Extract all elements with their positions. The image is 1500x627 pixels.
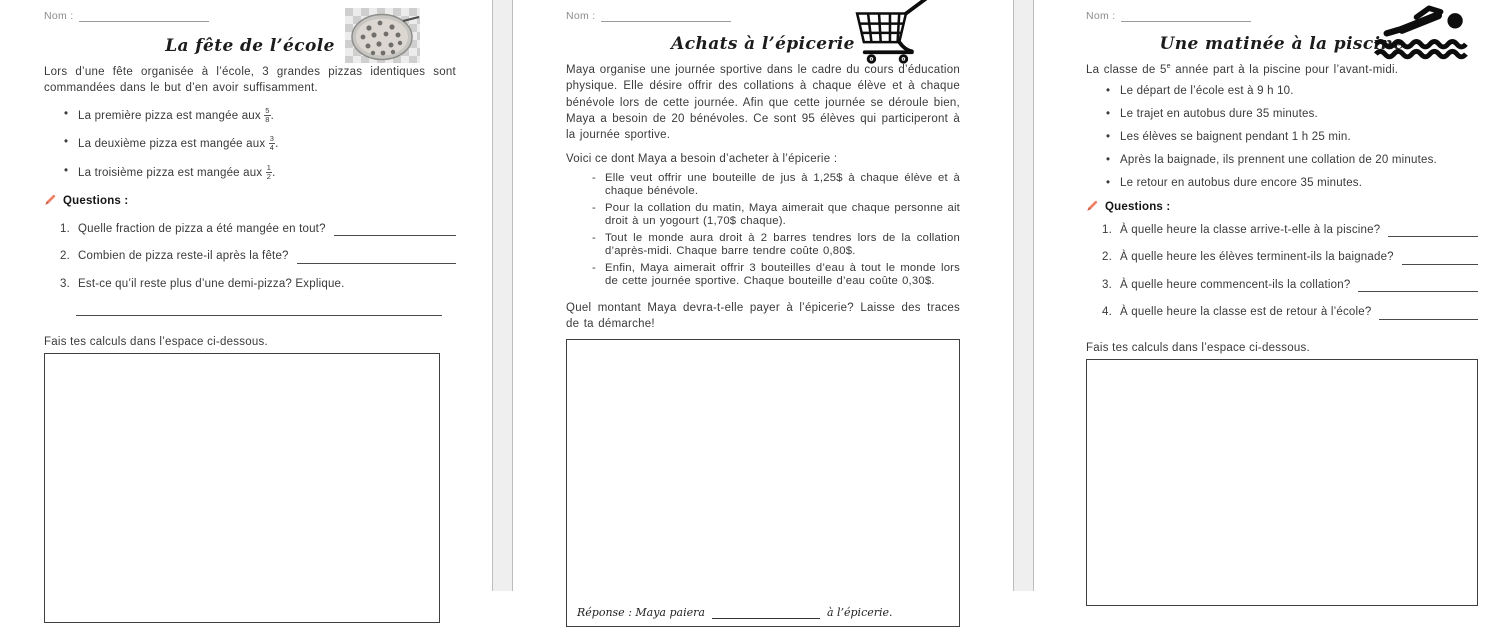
calc-instruction: Fais tes calculs dans l’espace ci-dessous. xyxy=(1086,341,1310,354)
answer-blank-line xyxy=(1358,289,1478,292)
worksheet-page-pizza xyxy=(0,0,492,591)
answer-sentence: Réponse : Maya paiera à l’épicerie. xyxy=(577,605,893,619)
pencil-icon xyxy=(44,193,57,209)
name-label: Nom : xyxy=(44,10,74,22)
list-item: • Le départ de l’école est à 9 h 10. xyxy=(1106,84,1478,99)
shopping-list xyxy=(566,172,960,289)
answer-blank-line xyxy=(76,313,442,316)
list-item: - Pour la collation du matin, Maya aimerait que chaque personne ait droit à un yogourt (1,70$ chaque). xyxy=(592,202,960,229)
question-row: 4. À quelle heure la classe est de retour à l’école? xyxy=(1102,305,1478,319)
calculation-box xyxy=(1086,359,1478,606)
pizza-fraction-list xyxy=(44,107,456,181)
question-list xyxy=(44,222,456,291)
answer-blank-line xyxy=(334,233,456,236)
questions-heading: Questions : xyxy=(44,193,456,209)
calculation-box xyxy=(566,339,960,627)
page-title: La fête de l’école xyxy=(165,36,335,56)
question-row: 1. Quelle fraction de pizza a été mangée en tout? xyxy=(60,222,456,236)
main-question: Quel montant Maya devra-t-elle payer à l’épicerie? Laisse des traces de ta démarche! xyxy=(566,302,960,331)
fraction: $\frac{1}{2}$ xyxy=(266,163,272,182)
question-row: 2. À quelle heure les élèves terminent-ils la baignade? xyxy=(1102,250,1478,264)
list-item: • Le trajet en autobus dure 35 minutes. xyxy=(1106,107,1478,122)
shopping-list-intro: Voici ce dont Maya a besoin d’acheter à l’épicerie : xyxy=(566,152,838,165)
list-item: • Après la baignade, ils prennent une collation de 20 minutes. xyxy=(1106,153,1478,168)
question-list xyxy=(1086,223,1478,320)
list-item: • La troisième pizza est mangée aux $\frac{1}{2}$ . xyxy=(64,164,456,181)
list-item: • Le retour en autobus dure encore 35 minutes. xyxy=(1106,176,1478,191)
list-item: - Elle veut offrir une bouteille de jus à 1,25$ à chaque élève et à chaque bénévole. xyxy=(592,172,960,199)
shopping-cart-icon xyxy=(850,0,935,69)
list-item: - Tout le monde aura droit à 2 barres tendres lors de la collation d’après-midi. Chaque barre tendre coûte 0,80$. xyxy=(592,232,960,259)
pizza-photo-image xyxy=(345,8,420,68)
answer-blank-line xyxy=(297,261,456,264)
question-row: 3. Est-ce qu’il reste plus d’une demi-pizza? Explique. xyxy=(60,277,345,290)
calc-instruction: Fais tes calculs dans l’espace ci-dessous. xyxy=(44,336,268,349)
ordinal-superscript: e xyxy=(1166,63,1171,71)
answer-blank-line xyxy=(1388,234,1478,237)
questions-heading: Questions : xyxy=(1086,199,1478,215)
answer-blank-line xyxy=(712,616,820,619)
answer-blank-line xyxy=(1402,262,1478,265)
worksheet-page-grocery xyxy=(513,0,1013,619)
list-item: • La première pizza est mangée aux $\frac{5}{8}$ . xyxy=(64,107,456,124)
page-gutter xyxy=(492,0,513,591)
question-row: 2. Combien de pizza reste-il après la fête? xyxy=(60,249,456,263)
page-title: Achats à l’épicerie xyxy=(671,34,855,54)
schedule-list xyxy=(1086,84,1478,191)
name-label: Nom : xyxy=(1086,10,1116,22)
worksheet-page-pool xyxy=(1034,0,1500,591)
page-gutter xyxy=(1013,0,1034,591)
name-blank-line xyxy=(601,10,731,22)
question-row: 3. À quelle heure commencent-ils la collation? xyxy=(1102,278,1478,292)
list-item: • La deuxième pizza est mangée aux $\frac{3}{4}$ . xyxy=(64,135,456,152)
page-title: Une matinée à la piscine xyxy=(1159,34,1405,54)
pencil-icon xyxy=(1086,199,1099,215)
calculation-box xyxy=(44,353,440,623)
name-label: Nom : xyxy=(566,10,596,22)
fraction: $\frac{5}{8}$ xyxy=(265,105,270,124)
answer-blank-line xyxy=(1379,317,1478,320)
list-item: • Les élèves se baignent pendant 1 h 25 min. xyxy=(1106,130,1478,145)
intro-paragraph: La classe de 5e année part à la piscine pour l’avant-midi. xyxy=(1086,63,1399,76)
swimmer-icon xyxy=(1375,5,1465,65)
fraction: $\frac{3}{4}$ xyxy=(269,134,275,153)
name-blank-line xyxy=(79,10,209,22)
name-blank-line xyxy=(1121,10,1251,22)
list-item: - Enfin, Maya aimerait offrir 3 bouteilles d’eau à tout le monde lors de cette journée sportive. Chaque bouteille d’eau coûte 0,30$. xyxy=(592,262,960,289)
intro-paragraph: Lors d’une fête organisée à l’école, 3 grandes pizzas identiques sont commandées dans le but d’en avoir suffisamment. xyxy=(44,66,456,95)
question-row: 1. À quelle heure la classe arrive-t-elle à la piscine? xyxy=(1102,223,1478,237)
intro-paragraph: Maya organise une journée sportive dans le cadre du cours d’éducation physique. Elle désire offrir des collations à chaque élève et à chaque bénévole lors de cette journée. Afin que cette journée se déroule bien, Maya a besoin de 20 bénévoles. Ce sont 95 élèves qui participeront à la journée sportive. xyxy=(566,64,960,142)
